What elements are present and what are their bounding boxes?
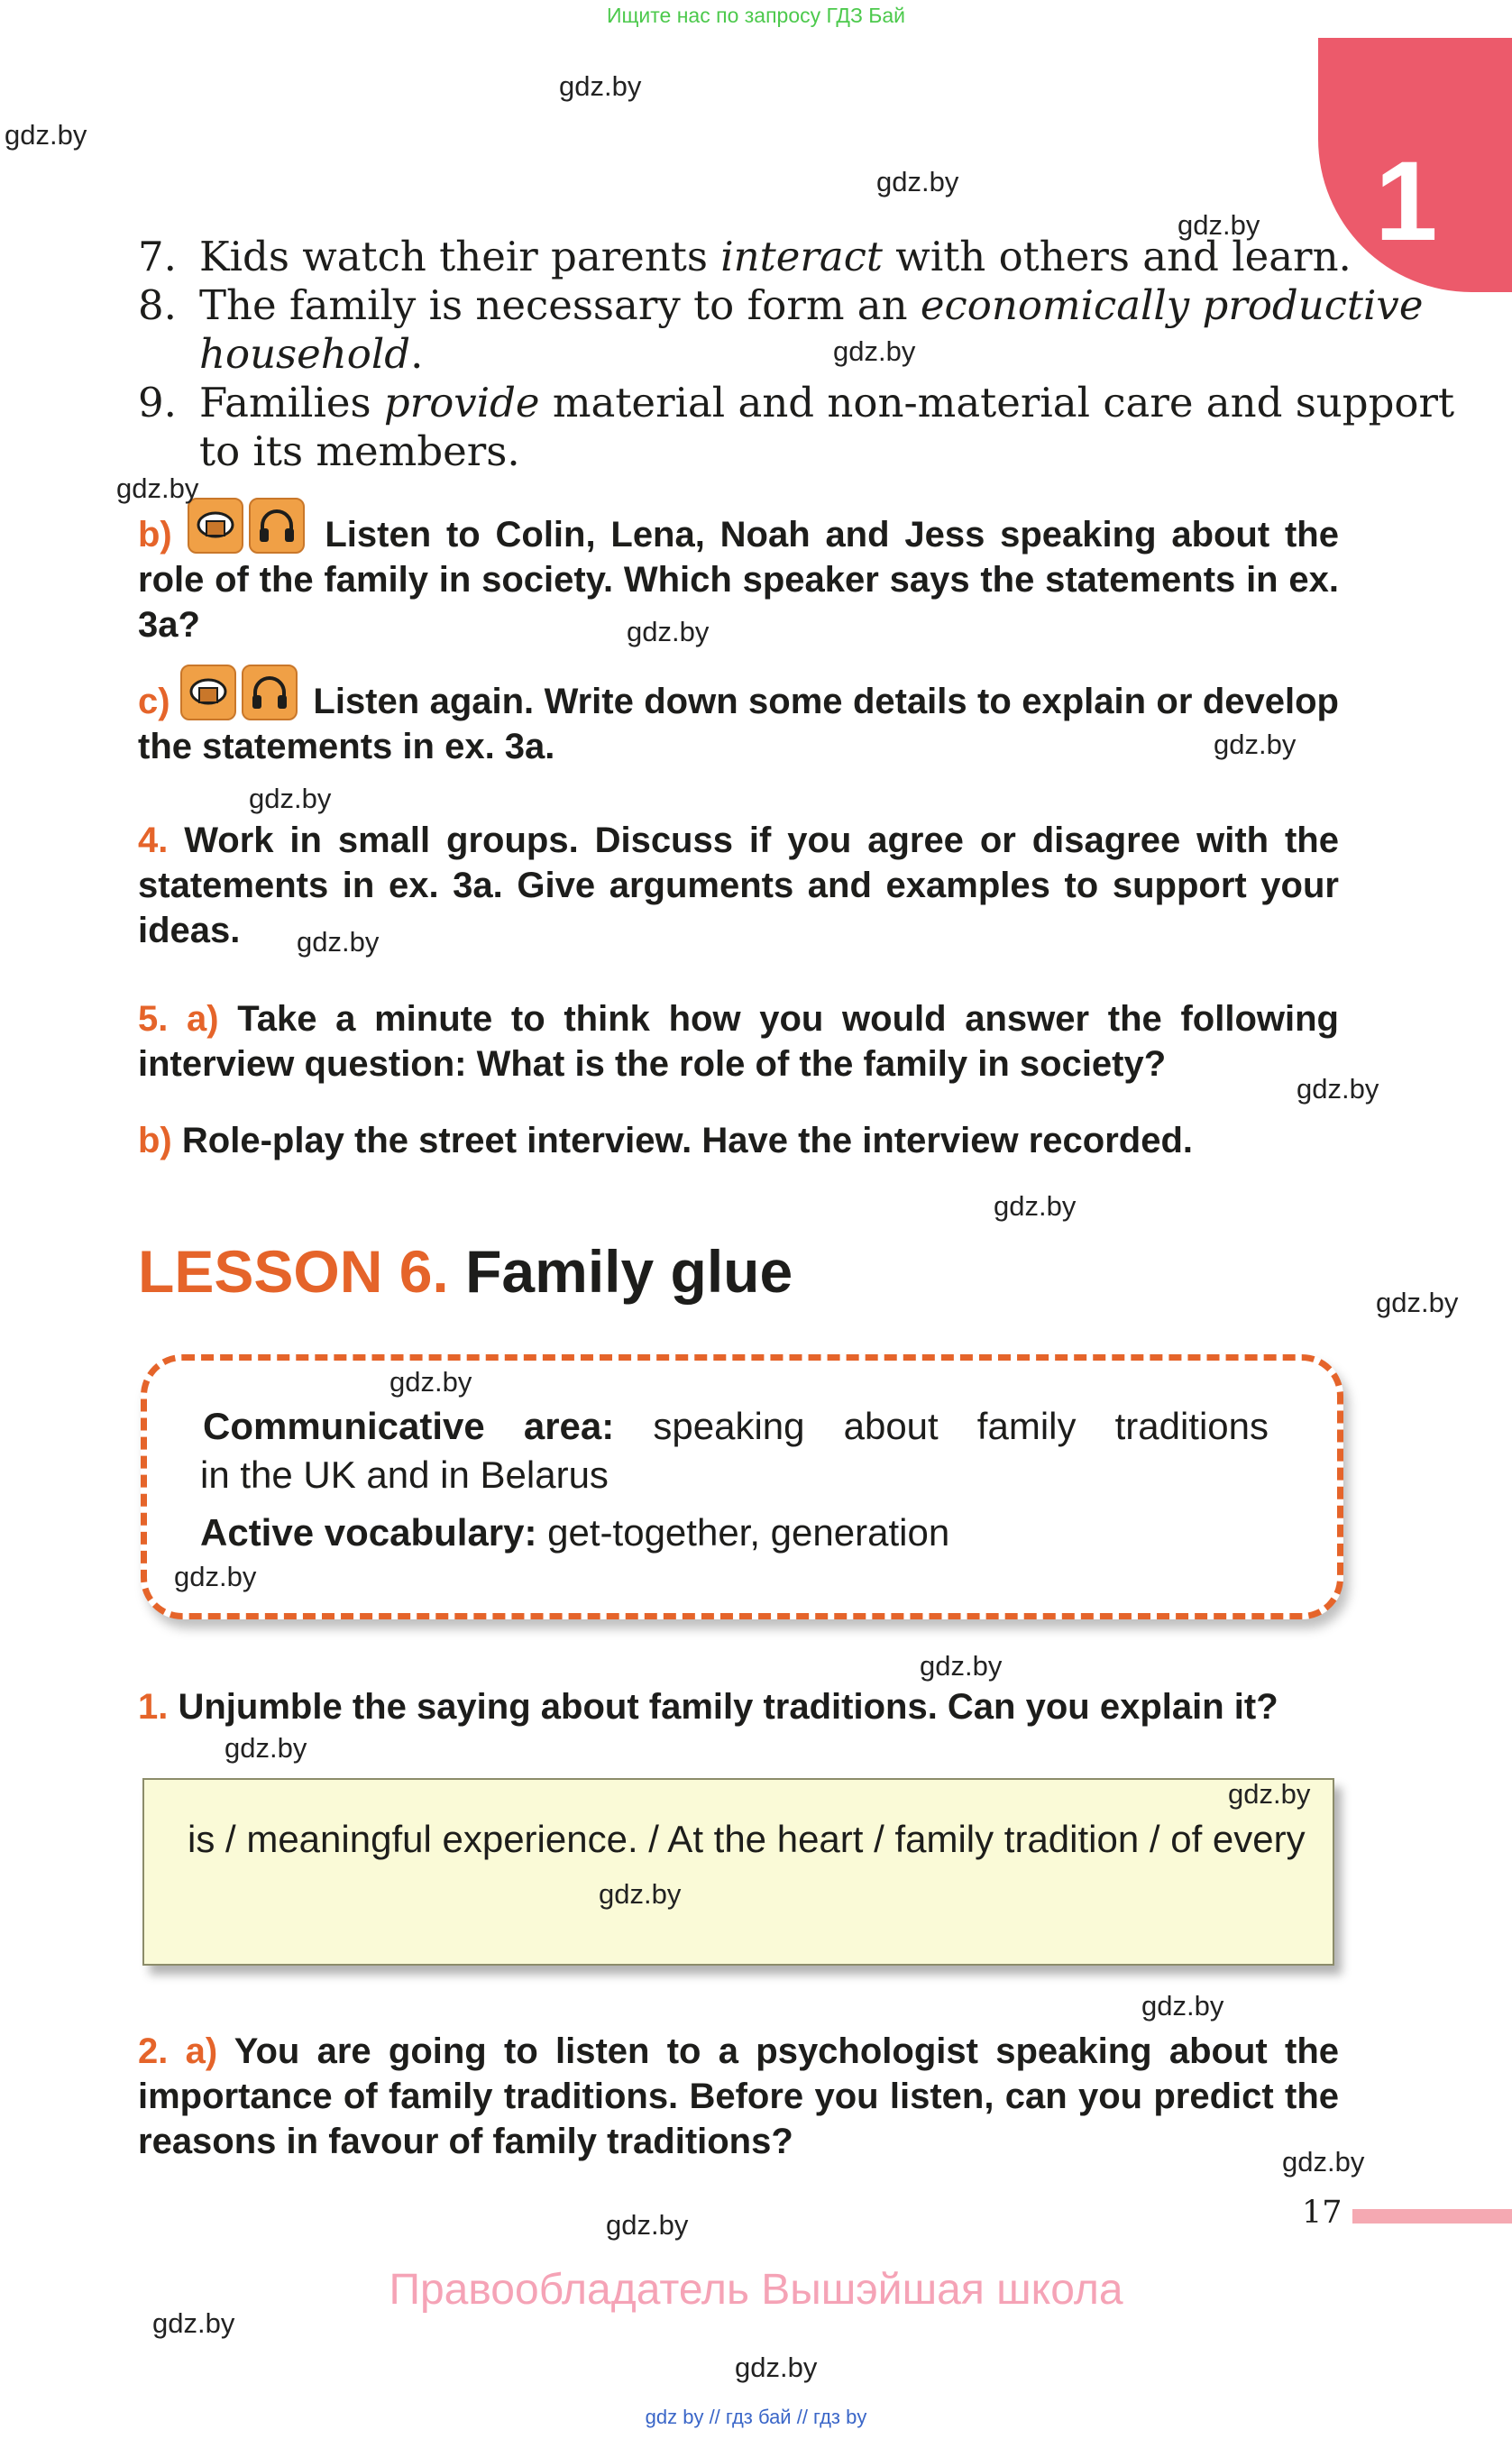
exercise-2a [138, 2029, 1339, 2164]
watermark: gdz.by [994, 1190, 1077, 1222]
statement-list [138, 233, 1454, 476]
statement-line [138, 330, 1454, 379]
task-3b [138, 498, 1339, 647]
task-5a-text: Take a minute to think how you would answer the following interview question: What is the role of the family in society? [138, 999, 1339, 1084]
task-5b [138, 1118, 1339, 1163]
statement-line [138, 427, 1454, 476]
statement-text: The family is necessary to form an [199, 281, 921, 329]
search-hint-banner: Ищите нас по запросу ГДЗ Бай [606, 4, 906, 27]
watermark: gdz.by [1297, 1073, 1379, 1105]
saying-box [142, 1778, 1334, 1966]
watermark: gdz.by [1282, 2146, 1365, 2178]
statement-italic-text: economically productive [920, 281, 1424, 329]
watermark: gdz.by [606, 2209, 689, 2241]
task-4-label: 4. [138, 821, 169, 860]
task-3c [138, 665, 1339, 769]
watermark: gdz.by [297, 926, 380, 958]
listening-cloud-icon [180, 665, 236, 720]
watermark: gdz.by [1141, 1990, 1224, 2022]
headphones-icon [249, 498, 305, 554]
communicative-area-cont: in the UK and in Belarus [200, 1453, 609, 1496]
watermark: gdz.by [1178, 209, 1260, 241]
active-vocabulary [200, 1511, 949, 1554]
statement-number: 7. [138, 233, 177, 280]
exercise-1-label: 1. [138, 1687, 169, 1727]
communicative-area-text: speaking about family traditions [653, 1405, 1269, 1447]
watermark: gdz.by [1228, 1778, 1311, 1810]
watermark: gdz.by [627, 616, 710, 647]
watermark: gdz.by [225, 1732, 307, 1764]
statement-line [138, 379, 1454, 427]
watermark: gdz.by [5, 119, 87, 151]
statement-number: 9. [138, 379, 177, 426]
page-number: 17 [1302, 2195, 1342, 2231]
jumbled-saying: is / meaningful experience. / At the heart / family tradition / of every [188, 1818, 1306, 1860]
statement-italic-text: household [199, 330, 411, 378]
task-5b-label: b) [138, 1121, 172, 1160]
watermark: gdz.by [389, 1366, 472, 1398]
watermark: gdz.by [876, 166, 959, 197]
lesson-name: Family glue [465, 1238, 793, 1305]
task-5a-label: 5. a) [138, 999, 219, 1039]
exercise-1 [138, 1684, 1346, 1729]
watermark: gdz.by [1376, 1287, 1459, 1318]
lesson-number: LESSON 6. [138, 1238, 449, 1305]
page-bar [1352, 2209, 1512, 2224]
copyright-line: Правообладатель Вышэйшая школа [389, 2266, 1123, 2314]
communicative-area-label: Communicative area: [203, 1405, 615, 1447]
statement-text: material and non-material care and support [539, 379, 1455, 426]
statement-line [138, 281, 1454, 330]
watermark: gdz.by [599, 1878, 682, 1910]
listening-cloud-icon [188, 498, 243, 554]
watermark: gdz.by [1214, 729, 1297, 760]
active-vocabulary-text: get-together, generation [547, 1511, 950, 1554]
task-3b-label: b) [138, 515, 172, 555]
statement-number: 8. [138, 281, 177, 329]
lesson-title [138, 1237, 793, 1306]
footer-links: gdz by // гдз бай // гдз by [645, 2406, 867, 2428]
statement-italic-text: provide [383, 379, 540, 426]
watermark: gdz.by [559, 70, 642, 102]
exercise-2a-label: 2. a) [138, 2031, 218, 2071]
statement-text: to its members. [199, 427, 520, 475]
chapter-number: 1 [1375, 139, 1438, 264]
communicative-area [203, 1405, 1269, 1448]
task-3c-text: Listen again. Write down some details to explain or develop the statements in ex. 3a. [138, 682, 1339, 766]
statement-text: Kids watch their parents [199, 233, 721, 280]
task-3c-label: c) [138, 682, 170, 721]
task-3b-text: Listen to Colin, Lena, Noah and Jess speaking about the role of the family in society. Which speaker says the statements in ex. 3a? [138, 515, 1339, 645]
statement-text: . [410, 330, 424, 378]
watermark: gdz.by [920, 1650, 1003, 1682]
statement-italic-text: interact [720, 233, 883, 280]
statement-text: Families [199, 379, 384, 426]
exercise-2a-text: You are going to listen to a psychologist speaking about the importance of family traditions. Before you listen, can you predict the reasons in favour of family traditions? [138, 2031, 1340, 2161]
task-4-text: Work in small groups. Discuss if you agree or disagree with the statements in ex. 3a. Give arguments and examples to support your ideas. [138, 821, 1339, 950]
task-5b-text: Role-play the street interview. Have the interview recorded. [181, 1121, 1194, 1160]
statement-text: with others and learn. [883, 233, 1352, 280]
watermark: gdz.by [249, 783, 332, 814]
active-vocabulary-label: Active vocabulary: [200, 1511, 537, 1554]
watermark: gdz.by [152, 2307, 235, 2339]
watermark: gdz.by [116, 472, 199, 504]
exercise-1-text: Unjumble the saying about family traditions. Can you explain it? [178, 1687, 1278, 1727]
watermark: gdz.by [174, 1561, 257, 1592]
watermark: gdz.by [735, 2352, 818, 2383]
task-5a [138, 996, 1339, 1087]
watermark: gdz.by [833, 335, 916, 367]
headphones-icon [242, 665, 298, 720]
